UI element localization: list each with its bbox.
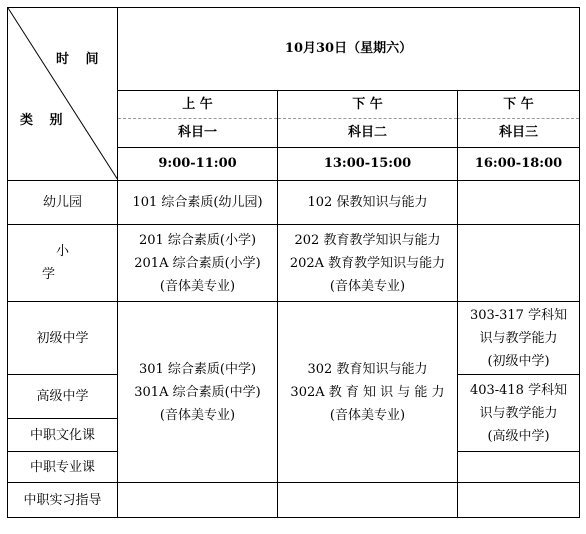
cell-kindergarten-subject3	[458, 181, 580, 225]
session-2-time: 13:00-15:00	[278, 147, 458, 180]
cell-senior-subject3: 403-418 学科知 识与教学能力 (高级中学)	[458, 375, 580, 452]
table-row	[8, 483, 580, 518]
category-voc-culture: 中职文化课	[8, 419, 118, 452]
time-label: 时 间	[56, 52, 105, 67]
table-row	[8, 181, 580, 225]
cell-kindergarten-subject1: 101 综合素质(幼儿园)	[118, 181, 278, 225]
session-2-period: 下 午	[278, 90, 458, 118]
cell-voc-major-subject3	[458, 452, 580, 483]
table-row	[8, 302, 580, 375]
session-1-period: 上 午	[118, 90, 278, 118]
category-junior: 初级中学	[8, 302, 118, 375]
cell-secondary-subject2: 302 教育知识与能力 302A 教 育 知 识 与 能 力 (音体美专业)	[278, 302, 458, 483]
cell-kindergarten-subject2: 102 保教知识与能力	[278, 181, 458, 225]
header-corner-cell	[8, 8, 118, 181]
exam-date: 10月30日（星期六）	[118, 8, 580, 91]
category-label: 类 别	[20, 113, 69, 128]
category-senior: 高级中学	[8, 375, 118, 419]
cell-primary-subject3	[458, 225, 580, 302]
table-row	[8, 225, 580, 302]
cell-voc-practice-subject3	[458, 483, 580, 518]
session-3-time: 16:00-18:00	[458, 147, 580, 180]
session-1-time: 9:00-11:00	[118, 147, 278, 180]
cell-voc-practice-subject1	[118, 483, 278, 518]
session-2-subject: 科目二	[278, 119, 458, 147]
cell-secondary-subject1: 301 综合素质(中学) 301A 综合素质(中学) (音体美专业)	[118, 302, 278, 483]
session-1-subject: 科目一	[118, 119, 278, 147]
corner-diagonal	[8, 8, 118, 180]
cell-primary-subject2: 202 教育教学知识与能力 202A 教育教学知识与能力 (音体美专业)	[278, 225, 458, 302]
category-kindergarten: 幼儿园	[8, 181, 118, 225]
category-primary: 小 学	[8, 225, 118, 302]
category-voc-practice: 中职实习指导	[8, 483, 118, 518]
exam-schedule	[7, 7, 580, 518]
session-3-subject: 科目三	[458, 119, 580, 147]
cell-voc-practice-subject2	[278, 483, 458, 518]
cell-junior-subject3: 303-317 学科知 识与教学能力 (初级中学)	[458, 302, 580, 375]
cell-primary-subject1: 201 综合素质(小学) 201A 综合素质(小学) (音体美专业)	[118, 225, 278, 302]
category-voc-major: 中职专业课	[8, 452, 118, 483]
session-3-period: 下 午	[458, 90, 580, 118]
exam-schedule-table	[7, 7, 580, 518]
